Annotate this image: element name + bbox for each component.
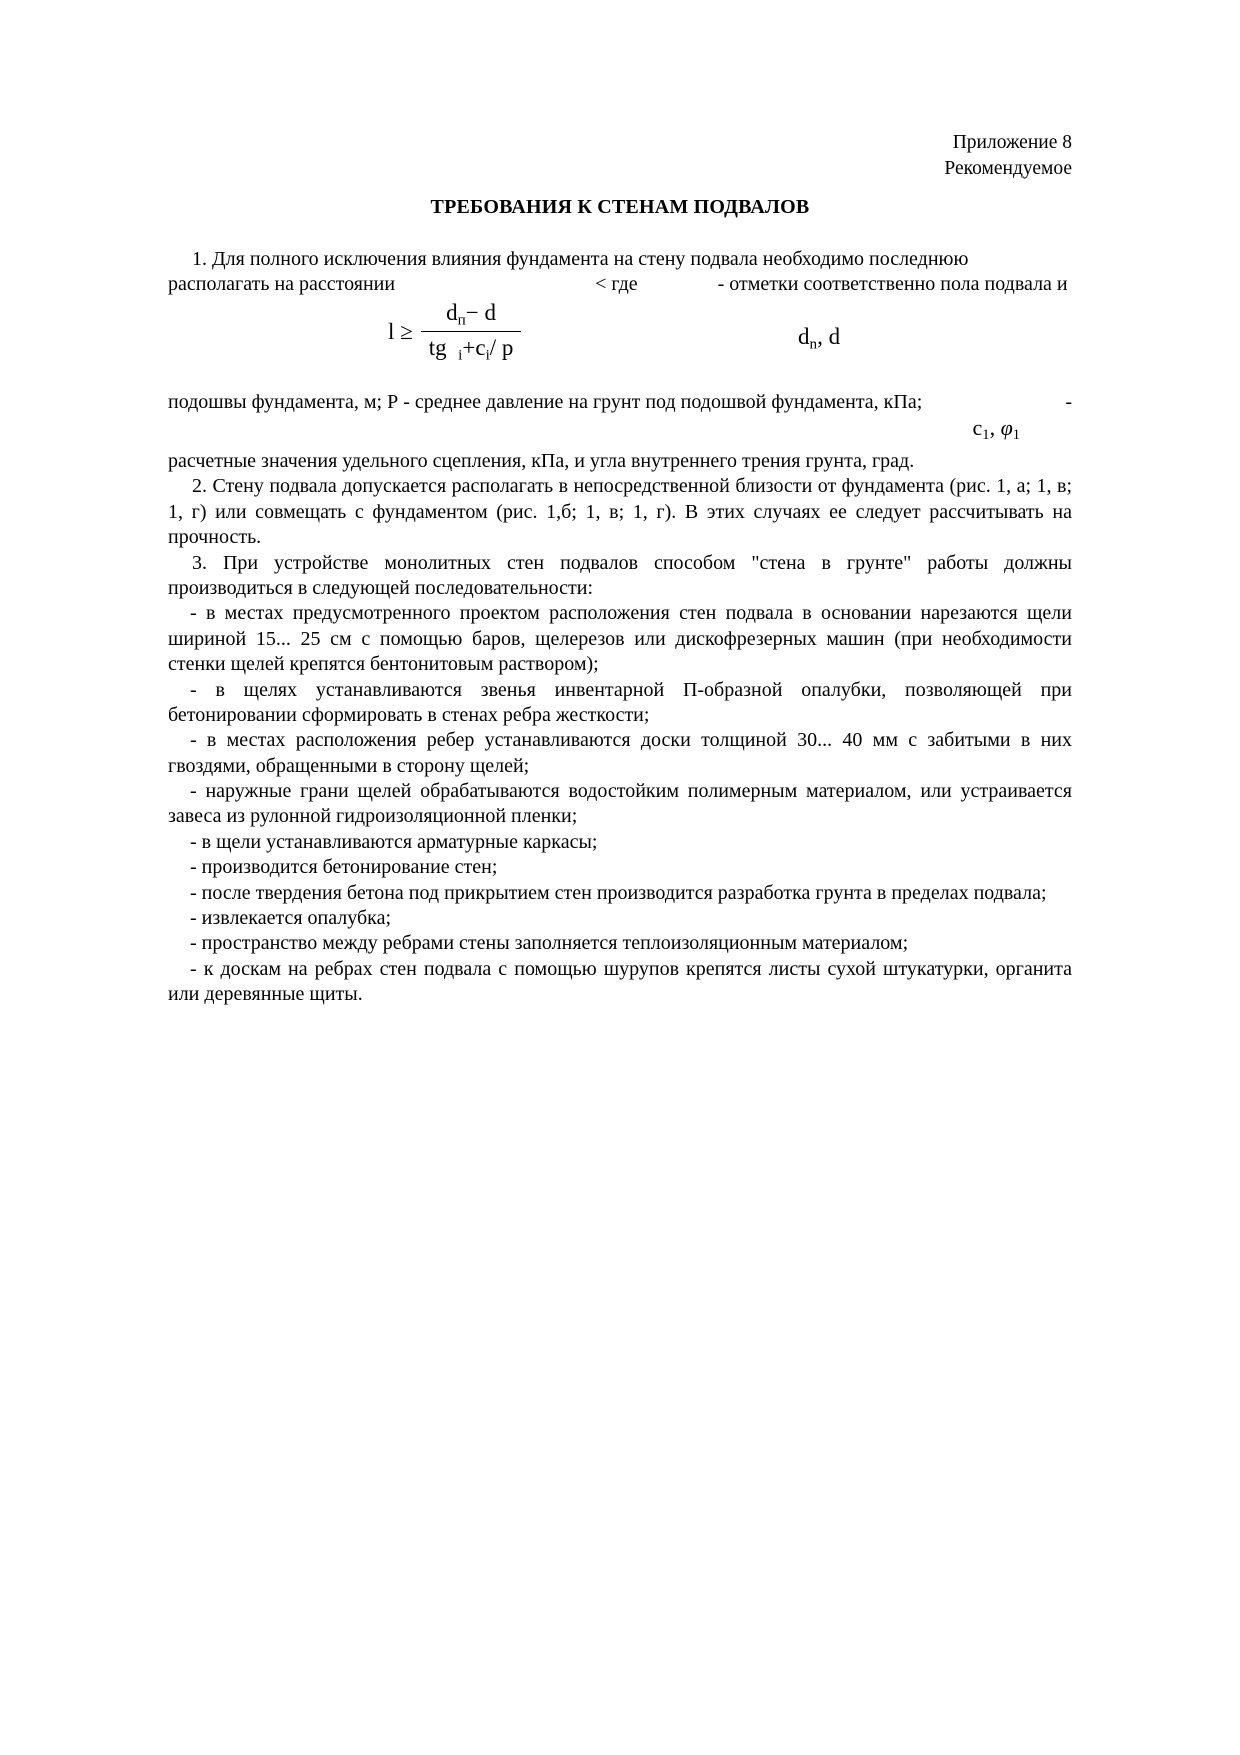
symbol-phi-subscript: 1 (1012, 427, 1020, 444)
appendix-status: Рекомендуемое (944, 157, 1072, 179)
paragraph-1-line-2 (168, 272, 1072, 297)
bullet-item-2: - в щелях устанавливаются звенья инвентарной П-образной опалубки, позволяющей при бетонировании сформировать в стенах ребра жесткости; (168, 678, 1072, 726)
formula-denominator-plus-c: +c (462, 335, 486, 361)
symbol-phi: φ (1000, 415, 1013, 441)
formula-denominator-subscript-1: i (458, 346, 463, 364)
formula-numerator-subscript: п (457, 310, 466, 328)
formula-block (168, 300, 1072, 386)
symbol-c-subscript: 1 (982, 427, 990, 444)
bullet-item-7: - после твердения бетона под прикрытием стен производится разработка грунта в пределах подвала; (190, 881, 1047, 904)
bullet-item-8: - извлекается опалубка; (190, 907, 392, 930)
formula-expression (388, 300, 521, 365)
bullet-item-4: - наружные грани щелей обрабатываются водостойким полимерным материалом, или устраивается завеса из рулонной гидроизоляционной пленки; (168, 780, 1072, 828)
symbol-d: d (798, 323, 810, 349)
symbol-comma-d: , d (817, 323, 841, 349)
paragraph-2-dash: - (1065, 390, 1072, 413)
formula-lhs: l ≥ (388, 319, 413, 345)
bullet-item-6: - производится бетонирование стен; (190, 856, 498, 879)
paragraph-3-text: расчетные значения удельного сцепления, кПа, и угла внутреннего трения грунта, град. (168, 450, 915, 473)
paragraph-1-lead: располагать на расстоянии (168, 273, 396, 296)
formula-denominator-tg: tg (428, 335, 447, 361)
formula-numerator (438, 300, 504, 331)
bullet-item-9: - пространство между ребрами стены заполняется теплоизоляционным материалом; (190, 932, 909, 955)
formula-denominator-subscript-2: i (485, 346, 490, 364)
bullet-item-1: - в местах предусмотренного проектом расположения стен подвала в основании нарезаются щели шириной 15... 25 см с помощью баров, щелерезов или дискофрезерных машин (при необходимости стенки щелей крепятся бентонитовым раствором); (168, 602, 1072, 676)
formula-denominator (421, 332, 522, 364)
bullet-item-5: - в щели устанавливаются арматурные каркасы; (190, 830, 598, 853)
formula-numerator-d: d (446, 299, 458, 325)
symbol-c: c (972, 415, 983, 441)
numbered-item-3: 3. При устройстве монолитных стен подвалов способом "стена в грунте" работы должны производиться в следующей последовательности: (168, 551, 1072, 599)
symbol-separator: , (989, 415, 1001, 441)
paragraph-1-where: < где (595, 273, 638, 296)
paragraph-1-tail: - отметки соответственно пола подвала и (717, 273, 1068, 296)
appendix-number: Приложение 8 (952, 132, 1072, 153)
bullet-item-3: - в местах расположения ребер устанавливаются доски толщиной 30... 40 мм с забитыми в них гвоздями, обращенными в сторону щелей; (168, 729, 1072, 777)
document-header (168, 130, 1072, 182)
page-title: ТРЕБОВАНИЯ К СТЕНАМ ПОДВАЛОВ (430, 195, 810, 218)
paragraph-2-text (168, 390, 1072, 415)
formula-symbols-dn-d (798, 324, 840, 353)
bullet-item-10: - к доскам на ребрах стен подвала с помощью шурупов крепятся листы сухой штукатурки, органита или деревянные щиты. (168, 957, 1072, 1006)
formula-denominator-over-p: / p (489, 335, 514, 361)
paragraph-2-main: подошвы фундамента, м; Р - среднее давление на грунт под подошвой фундамента, кПа; (168, 390, 923, 413)
symbols-c-phi-row (168, 415, 1072, 449)
formula-numerator-rest: − d (465, 299, 497, 325)
formula-symbols-c-phi (973, 415, 1020, 444)
numbered-item-2: 2. Стену подвала допускается располагать в непосредственной близости от фундамента (рис. 1, а; 1, в; 1, г) или совмещать с фундаментом (рис. 1,б; 1, в; 1, г). В этих случаях ее следует рассчитывать на прочность. (168, 475, 1072, 549)
symbol-d-subscript: n (809, 334, 818, 352)
paragraph-1-line-1: 1. Для полного исключения влияния фундамента на стену подвала необходимо последнюю (192, 247, 969, 270)
formula-fraction (421, 300, 522, 365)
